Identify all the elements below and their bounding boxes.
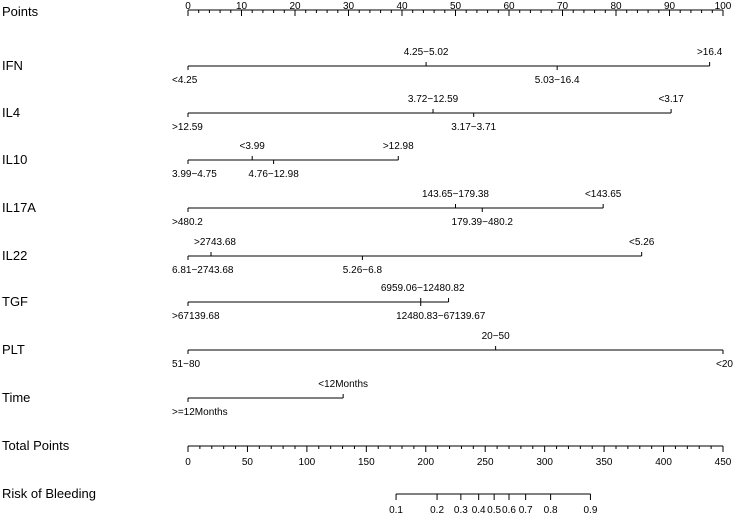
level-label: 6.81−2743.68 (172, 265, 234, 276)
points-tick-label: 40 (396, 1, 408, 12)
points-tick-label: 30 (342, 1, 355, 12)
total-tick-label: 0 (185, 457, 191, 468)
risk-tick-label: 0.5 (487, 505, 502, 513)
level-label: 179.39−480.2 (451, 217, 513, 228)
points-tick-label: 60 (503, 1, 515, 12)
total-tick-label: 250 (476, 457, 494, 468)
points-axis-label: Points (2, 4, 39, 19)
level-label: 12480.83−67139.67 (396, 311, 486, 322)
variable-label-il10: IL10 (2, 152, 28, 167)
points-tick-label: 90 (663, 1, 676, 12)
risk-tick-label: 0.1 (389, 505, 404, 513)
level-label: >480.2 (172, 217, 203, 228)
level-label: <5.26 (629, 237, 655, 248)
risk-tick-label: 0.7 (518, 505, 533, 513)
risk-tick-label: 0.4 (471, 505, 486, 513)
variable-label-time: Time (2, 390, 31, 405)
level-label: 5.03−16.4 (534, 75, 580, 86)
level-label: <12Months (318, 379, 369, 390)
total-tick-label: 300 (536, 457, 554, 468)
total-tick-label: 400 (655, 457, 672, 468)
risk-tick-label: 0.3 (453, 505, 468, 513)
points-tick-label: 70 (556, 1, 569, 12)
total-tick-label: 150 (357, 457, 375, 468)
level-label: <20 (716, 359, 733, 370)
points-tick-label: 100 (714, 1, 732, 12)
variable-label-plt: PLT (2, 342, 25, 357)
points-tick-label: 80 (610, 1, 622, 12)
points-tick-label: 0 (185, 1, 191, 12)
total-tick-label: 100 (298, 457, 316, 468)
level-label: 3.17−3.71 (451, 122, 497, 133)
level-label: >=12Months (172, 407, 228, 418)
level-label: >12.59 (172, 122, 203, 133)
total-tick-label: 200 (417, 457, 435, 468)
points-tick-label: 10 (235, 1, 248, 12)
risk-axis-label: Risk of Bleeding (2, 486, 96, 501)
level-label: >67139.68 (172, 311, 220, 322)
level-label: 5.26−6.8 (342, 265, 383, 276)
variable-label-il22: IL22 (2, 248, 28, 263)
level-label: 143.65−179.38 (421, 189, 490, 200)
level-label: 3.99−4.75 (172, 169, 217, 180)
variable-label-il4: IL4 (2, 105, 21, 120)
level-label: 20−50 (481, 331, 510, 342)
risk-tick-label: 0.9 (583, 505, 598, 513)
risk-tick-label: 0.2 (430, 505, 445, 513)
total-tick-label: 350 (595, 457, 613, 468)
variable-label-il17a: IL17A (2, 200, 36, 215)
level-label: <3.17 (658, 94, 684, 105)
level-label: 51−80 (172, 359, 201, 370)
level-label: >16.4 (696, 47, 723, 58)
level-label: <4.25 (172, 75, 198, 86)
level-label: <143.65 (584, 189, 622, 200)
level-label: >12.98 (382, 141, 414, 152)
total-points-label: Total Points (2, 438, 70, 453)
level-label: 6959.06−12480.82 (380, 283, 465, 294)
risk-tick-label: 0.6 (502, 505, 516, 513)
risk-tick-label: 0.8 (543, 505, 558, 513)
level-label: 3.72−12.59 (407, 94, 459, 105)
variable-label-tgf: TGF (2, 294, 28, 309)
level-label: >2743.68 (194, 237, 237, 248)
level-label: 4.25−5.02 (403, 47, 449, 58)
level-label: <3.99 (239, 141, 265, 152)
total-tick-label: 50 (241, 457, 254, 468)
points-tick-label: 20 (289, 1, 301, 12)
variable-label-ifn: IFN (2, 58, 23, 73)
level-label: 4.76−12.98 (248, 169, 299, 180)
points-tick-label: 50 (449, 1, 462, 12)
total-tick-label: 450 (714, 457, 732, 468)
